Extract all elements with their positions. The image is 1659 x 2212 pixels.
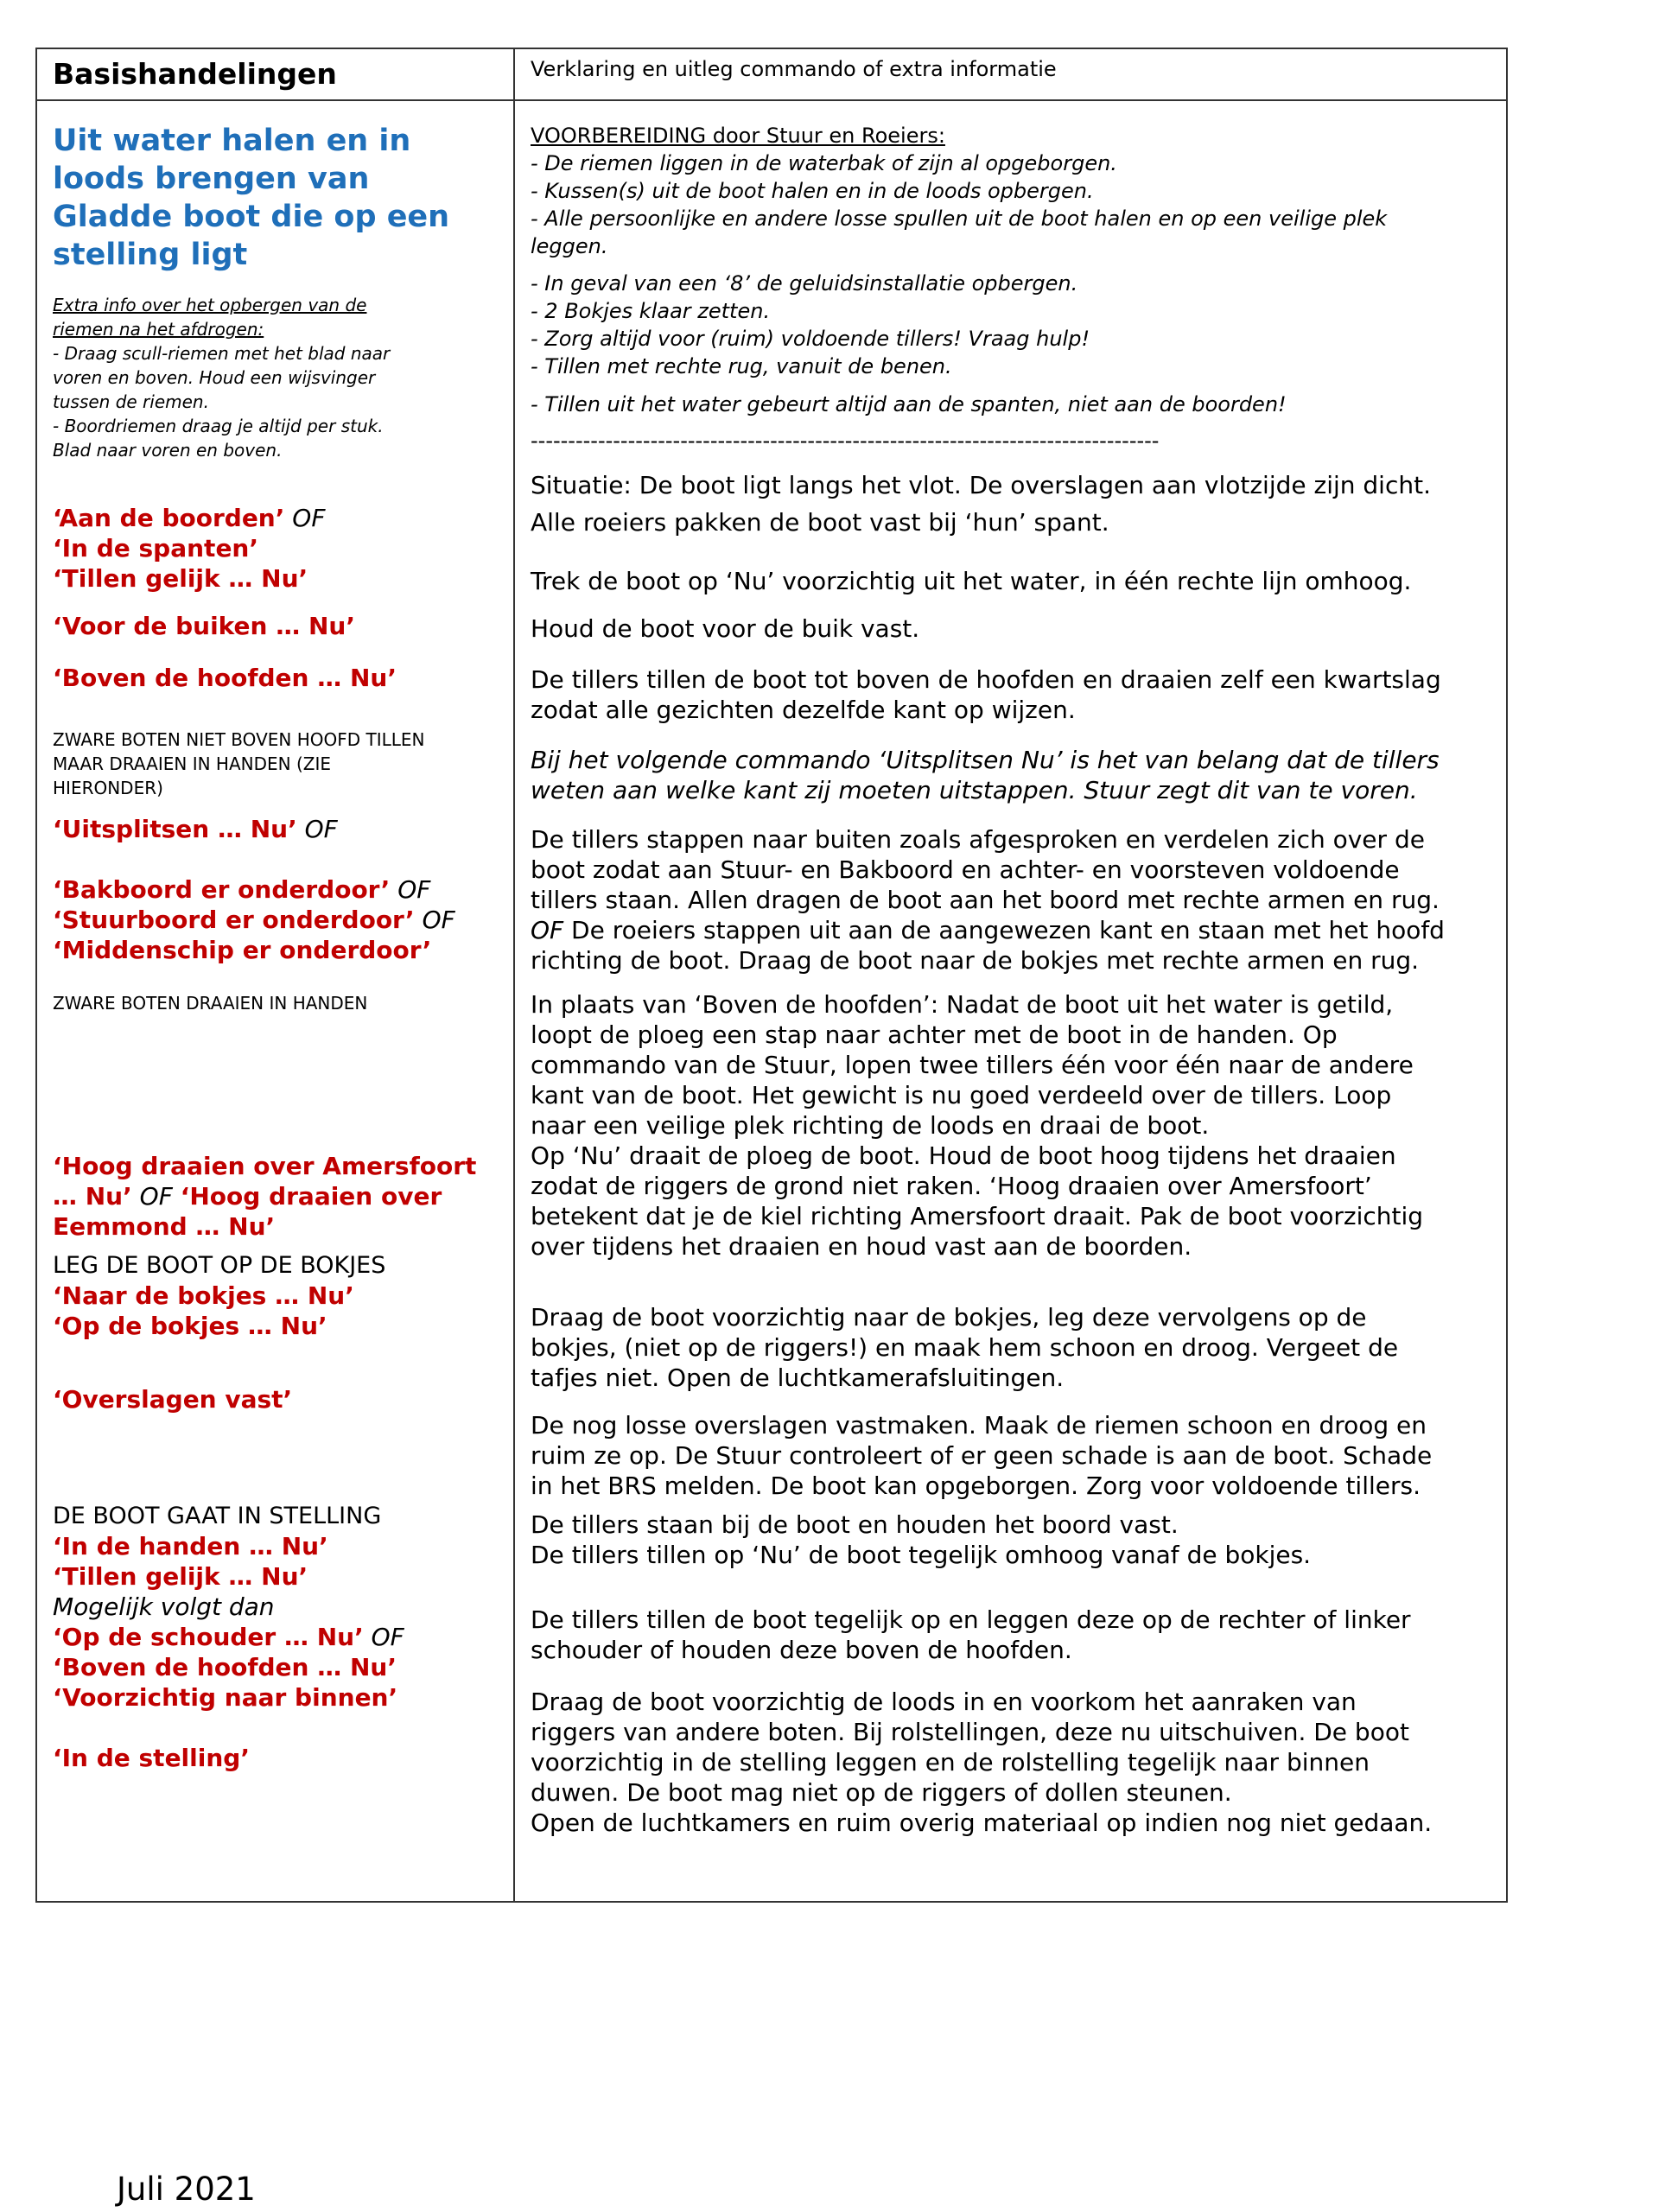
command-group-stelling: ‘In de handen … Nu’ ‘Tillen gelijk … Nu’ Mogelijk volgt dan ‘Op de schouder … Nu’ OF ‘Boven de hoofden … Nu’	[53, 1532, 404, 1681]
header-divider	[37, 99, 1506, 101]
instruction-table	[35, 48, 1508, 1903]
preparation-block: VOORBEREIDING door Stuur en Roeiers: - De riemen liggen in de waterbak of zijn al opgeborgen. - Kussen(s) uit de boot halen en in de loods opbergen. - Alle persoonlijke en andere losse spullen uit de boot halen en op een veilige plek leggen.	[531, 124, 1388, 258]
command-group-bokjes: ‘Naar de bokjes … Nu’ ‘Op de bokjes … Nu’	[53, 1281, 354, 1340]
heavy-boats-note-1: ZWARE BOTEN NIET BOVEN HOOFD TILLEN MAAR DRAAIEN IN HANDEN (ZIE HIERONDER)	[53, 729, 425, 798]
column-divider	[513, 49, 515, 1901]
para-tillers-stappen: De tillers stappen naar buiten zoals afgesproken en verdelen zich over de boot zodat aan Stuur- en Bakboord en achter- en voorsteven voldoende tillers staan. Allen dragen de boot aan het boord met rechte armen en rug. OF De roeiers stappen uit aan de aangewezen kant en staan met het hoofd richting de boot. Draag de boot naar de bokjes met rechte armen en rug.	[531, 825, 1445, 975]
para-loods-in: Draag de boot voorzichtig de loods in en voorkom het aanraken van riggers van andere boten. Bij rolstellingen, deze nu uitschuiven. De boot voorzichtig in de stelling leggen en de rolstelling tegelijk naar binnen duwen. De boot mag niet op de riggers of dollen steunen. Open de luchtkamers en ruim overig materiaal op indien nog niet gedaan.	[531, 1688, 1433, 1837]
dashed-separator: ------------------------------------------------------------------------------------	[531, 429, 1160, 453]
stelling-heading: DE BOOT GAAT IN STELLING	[53, 1503, 382, 1529]
para-in-plaats-van: In plaats van ‘Boven de hoofden’: Nadat de boot uit het water is getild, loopt de ploeg een stap naar achter met de boot in de handen. Op commando van de Stuur, lopen twee tillers één voor één naar de andere kant van de boot. Het gewicht is nu goed verdeeld over de tillers. Loop naar een veilige plek richting de loods en draai de boot. Op ‘Nu’ draait de ploeg de boot. Houd de boot hoog tijdens het draaien zodat de riggers de grond niet raken. ‘Hoog draaien over Amersfoort’ betekent dat je de kiel richting Amersfoort draait. Pak de boot voorzichtig over tijdens het draaien en houd vast aan de boorden.	[531, 990, 1424, 1261]
para-overslagen-vastmaken: De nog losse overslagen vastmaken. Maak de riemen schoon en droog en ruim ze op. De Stuur controleert of er geen schade is aan de boot. Schade in het BRS melden. De boot kan opgeborgen. Zorg voor voldoende tillers.	[531, 1411, 1433, 1500]
footer-date: Juli 2021	[117, 2171, 256, 2208]
extra-info: Extra info over het opbergen van de riemen na het afdrogen: - Draag scull-riemen met het blad naar voren en boven. Houd een wijsvinger tussen de riemen. - Boordriemen draag je altijd per stuk. Blad naar voren en boven.	[53, 295, 391, 461]
command-voor-de-buiken: ‘Voor de buiken … Nu’	[53, 612, 355, 640]
command-boven-de-hoofden: ‘Boven de hoofden … Nu’	[53, 664, 397, 692]
para-boven-hoofden: De tillers tillen de boot tot boven de hoofden en draaien zelf een kwartslag zodat alle gezichten dezelfde kant op wijzen.	[531, 665, 1441, 724]
command-group-1: ‘Aan de boorden’ OF ‘In de spanten’ ‘Tillen gelijk … Nu’	[53, 504, 326, 593]
para-trek-de-boot: Trek de boot op ‘Nu’ voorzichtig uit het water, in één rechte lijn omhoog.	[531, 567, 1412, 595]
command-hoog-draaien: ‘Hoog draaien over Amersfoort … Nu’ OF ‘Hoog draaien over Eemmond … Nu’	[53, 1152, 477, 1241]
header-left: Basishandelingen	[53, 57, 337, 91]
heavy-boats-note-2: ZWARE BOTEN DRAAIEN IN HANDEN	[53, 993, 368, 1014]
para-situatie: Situatie: De boot ligt langs het vlot. De overslagen aan vlotzijde zijn dicht.	[531, 471, 1431, 499]
para-voor-de-buik: Houd de boot voor de buik vast.	[531, 614, 920, 643]
para-roeiers-pakken: Alle roeiers pakken de boot vast bij ‘hun’ spant.	[531, 508, 1109, 537]
command-voorzichtig-naar-binnen: ‘Voorzichtig naar binnen’	[53, 1683, 398, 1712]
preparation-line-spanten: - Tillen uit het water gebeurt altijd aan de spanten, niet aan de boorden!	[531, 392, 1287, 416]
command-in-de-stelling: ‘In de stelling’	[53, 1744, 250, 1772]
command-group-onderdoor: ‘Bakboord er onderdoor’ OF ‘Stuurboord er onderdoor’ OF ‘Middenschip er onderdoor’	[53, 875, 455, 964]
section-title: Uit water halen en in loods brengen van Gladde boot die op een stelling ligt	[53, 124, 450, 272]
para-schouder: De tillers tillen de boot tegelijk op en leggen deze op de rechter of linker schouder of houden deze boven de hoofden.	[531, 1605, 1411, 1664]
command-overslagen-vast: ‘Overslagen vast’	[53, 1385, 293, 1414]
command-uitsplitsen: ‘Uitsplitsen … Nu’ OF	[53, 815, 338, 843]
header-right: Verklaring en uitleg commando of extra informatie	[531, 57, 1057, 81]
preparation-block-2: - In geval van een ‘8’ de geluidsinstallatie opbergen. - 2 Bokjes klaar zetten. - Zorg altijd voor (ruim) voldoende tillers! Vraag hulp! - Tillen met rechte rug, vanuit de benen.	[531, 271, 1090, 378]
para-naar-de-bokjes: Draag de boot voorzichtig naar de bokjes, leg deze vervolgens op de bokjes, (niet op de riggers!) en maak hem schoon en droog. Vergeet de tafjes niet. Open de luchtkamerafsluitingen.	[531, 1303, 1399, 1392]
lay-boat-heading: LEG DE BOOT OP DE BOKJES	[53, 1252, 386, 1279]
para-uitsplitsen-note: Bij het volgende commando ‘Uitsplitsen Nu’ is het van belang dat de tillers weten aan welke kant zij moeten uitstappen. Stuur zegt dit van te voren.	[531, 746, 1440, 804]
para-tillers-staan: De tillers staan bij de boot en houden het boord vast. De tillers tillen op ‘Nu’ de boot tegelijk omhoog vanaf de bokjes.	[531, 1510, 1312, 1569]
